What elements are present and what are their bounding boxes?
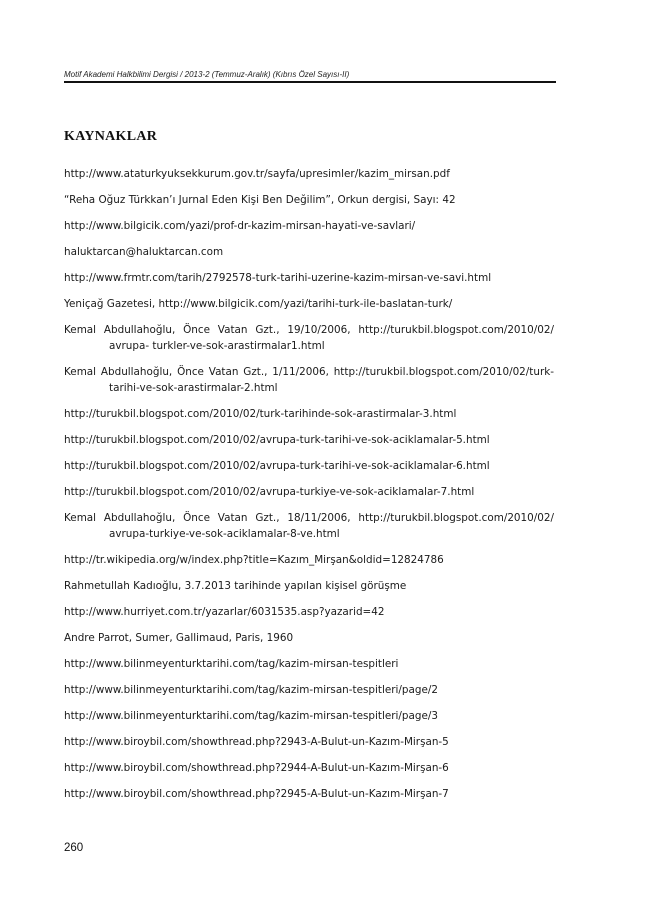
reference-item: http://turukbil.blogspot.com/2010/02/avrupa-turk-tarihi-ve-sok-aciklamalar-6.html — [64, 460, 490, 472]
reference-item: “Reha Oğuz Türkkan’ı Jurnal Eden Kişi Ben Değilim”, Orkun dergisi, Sayı: 42 — [64, 194, 456, 206]
reference-item: Kemal Abdullahoğlu, Önce Vatan Gzt., 18/11/2006, http://turukbil.blogspot.com/2010/02/ avrupa-turkiye-ve-sok-aciklamalar-8-ve.html — [64, 512, 554, 540]
reference-item: http://www.hurriyet.com.tr/yazarlar/6031535.asp?yazarid=42 — [64, 606, 385, 618]
reference-item: http://www.biroybil.com/showthread.php?2945-A-Bulut-un-Kazım-Mirşan-7 — [64, 788, 449, 800]
reference-item: Andre Parrot, Sumer, Gallimaud, Paris, 1960 — [64, 632, 294, 644]
reference-item: http://www.bilinmeyenturktarihi.com/tag/kazim-mirsan-tespitleri/page/3 — [64, 710, 438, 722]
reference-item: Rahmetullah Kadıoğlu, 3.7.2013 tarihinde yapılan kişisel görüşme — [64, 580, 407, 592]
reference-item: http://www.biroybil.com/showthread.php?2943-A-Bulut-un-Kazım-Mirşan-5 — [64, 736, 449, 748]
reference-item: http://www.bilgicik.com/yazi/prof-dr-kazim-mirsan-hayati-ve-savlari/ — [64, 220, 416, 232]
reference-item: http://www.biroybil.com/showthread.php?2944-A-Bulut-un-Kazım-Mirşan-6 — [64, 762, 449, 774]
reference-item: http://turukbil.blogspot.com/2010/02/avrupa-turk-tarihi-ve-sok-aciklamalar-5.html — [64, 434, 490, 446]
header-rule — [64, 81, 556, 83]
reference-item: Kemal Abdullahoğlu, Önce Vatan Gzt., 1/11/2006, http://turukbil.blogspot.com/2010/02/turk-tarihi-ve-sok-arastirmalar-2.html — [64, 366, 554, 394]
reference-item: http://turukbil.blogspot.com/2010/02/avrupa-turkiye-ve-sok-aciklamalar-7.html — [64, 486, 475, 498]
reference-list — [64, 166, 554, 802]
reference-item: http://www.bilinmeyenturktarihi.com/tag/kazim-mirsan-tespitleri/page/2 — [64, 684, 438, 696]
reference-item: http://www.ataturkyuksekkurum.gov.tr/sayfa/upresimler/kazim_mirsan.pdf — [64, 168, 450, 180]
reference-item: Yeniçağ Gazetesi, http://www.bilgicik.com/yazi/tarihi-turk-ile-baslatan-turk/ — [64, 298, 453, 310]
reference-item: http://www.frmtr.com/tarih/2792578-turk-tarihi-uzerine-kazim-mirsan-ve-savi.html — [64, 272, 492, 284]
reference-item: haluktarcan@haluktarcan.com — [64, 246, 224, 258]
reference-item: http://www.bilinmeyenturktarihi.com/tag/kazim-mirsan-tespitleri — [64, 658, 399, 670]
reference-item: http://tr.wikipedia.org/w/index.php?title=Kazım_Mirşan&oldid=12824786 — [64, 554, 444, 566]
page-number: 260 — [64, 842, 84, 854]
reference-item: Kemal Abdullahoğlu, Önce Vatan Gzt., 19/10/2006, http://turukbil.blogspot.com/2010/02/ avrupa- turkler-ve-sok-arastirmalar1.html — [64, 324, 554, 352]
running-header: Motif Akademi Halkbilimi Dergisi / 2013-2 (Temmuz-Aralık) (Kıbrıs Özel Sayısı-II) — [64, 70, 350, 79]
section-title: KAYNAKLAR — [64, 129, 158, 144]
reference-item: http://turukbil.blogspot.com/2010/02/turk-tarihinde-sok-arastirmalar-3.html — [64, 408, 457, 420]
